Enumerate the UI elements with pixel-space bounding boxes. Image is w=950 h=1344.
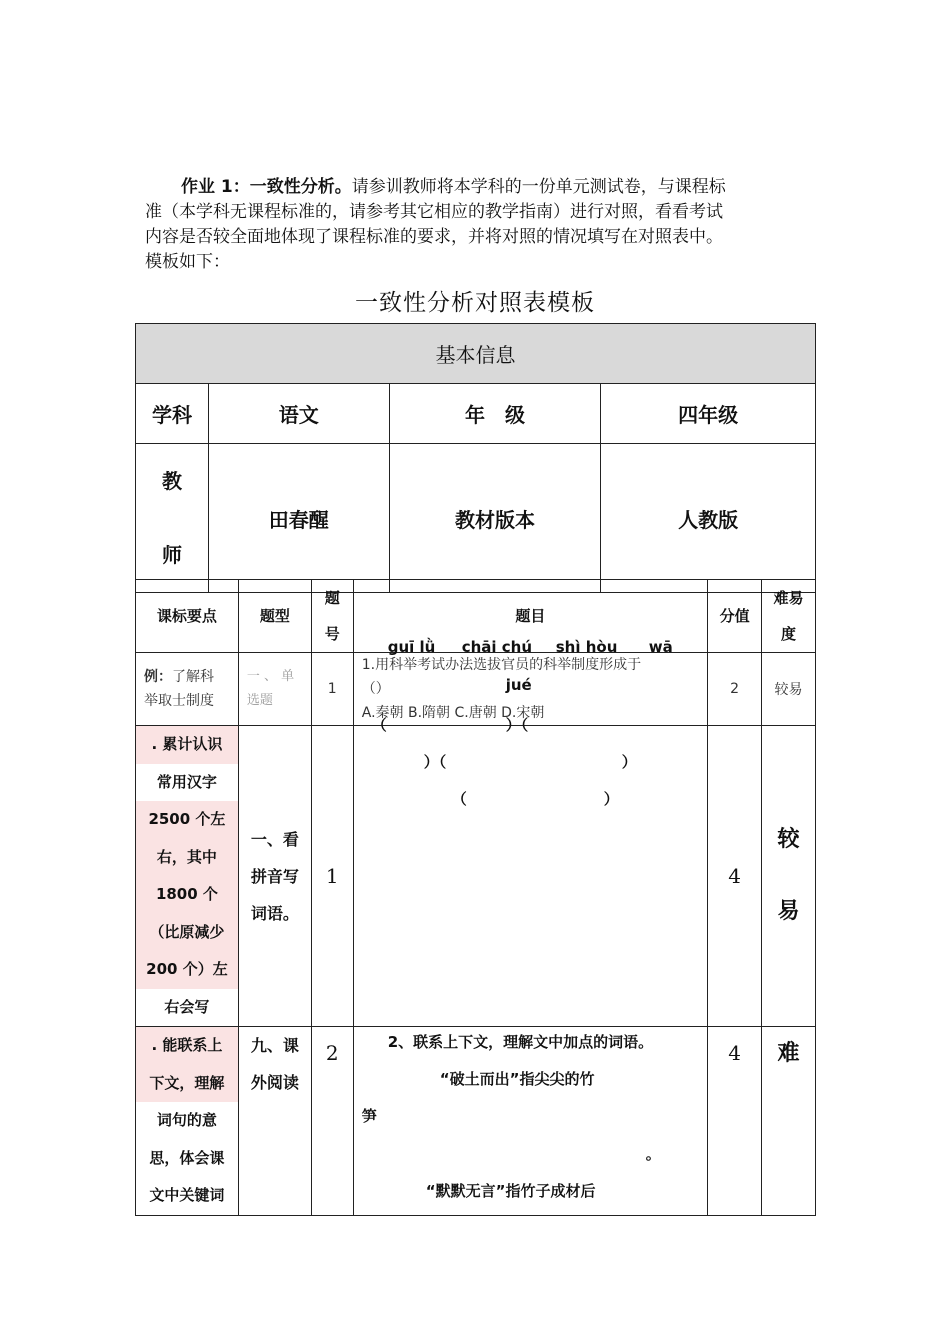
row1-score: 4 xyxy=(708,726,762,1027)
blank-4: ） xyxy=(621,753,637,771)
table-row xyxy=(136,1027,816,1216)
example-score: 2 xyxy=(708,653,762,726)
grade-value: 四年级 xyxy=(601,384,816,444)
table-row xyxy=(136,726,816,1027)
basic-info-header: 基本信息 xyxy=(136,324,816,384)
page-title: 一致性分析对照表模板 xyxy=(355,290,595,316)
col-question: 题目 xyxy=(353,580,707,653)
grade-label: 年 级 xyxy=(389,384,601,444)
teacher-value: 田春醒 xyxy=(208,444,389,593)
row1-number: 1 xyxy=(311,726,353,1027)
blank-2: ）（ xyxy=(505,716,529,734)
row2-difficulty: 难 xyxy=(762,1027,816,1216)
row2-standard: . 能联系上 下文，理解 词句的意 思，体会课 文中关键词 xyxy=(136,1027,239,1216)
intro-line-1: 作业 1：一致性分析。请参训教师将本学科的一份单元测试卷，与课程标 xyxy=(181,177,726,197)
pinyin-2: chāi chú xyxy=(461,638,533,656)
basic-info-table xyxy=(135,323,816,593)
intro-line-2: 准（本学科无课程标准的，请参考其它相应的教学指南）进行对照，看看考试 xyxy=(145,202,723,222)
col-difficulty: 难易 度 xyxy=(762,580,816,653)
pinyin-3: shì hòu xyxy=(555,638,618,656)
analysis-table xyxy=(135,579,816,1216)
blank-6: ） xyxy=(603,790,619,808)
pinyin-4: wā xyxy=(648,638,673,656)
col-score: 分值 xyxy=(708,580,762,653)
row2-score: 4 xyxy=(708,1027,762,1216)
col-type: 题型 xyxy=(238,580,311,653)
example-row xyxy=(136,653,816,726)
example-number: 1 xyxy=(311,653,353,726)
example-difficulty: 较易 xyxy=(762,653,816,726)
subject-value: 语文 xyxy=(208,384,389,444)
col-standard: 课标要点 xyxy=(136,580,239,653)
row2-question: 2、联系上下文，理解文中加点的词语。 “破土而出”指尖尖的竹 笋 。 “默默无言”指竹子成材后 xyxy=(353,1027,707,1216)
row2-type: 九、课 外阅读 xyxy=(238,1027,311,1216)
example-type: 一 、 单 选题 xyxy=(238,653,311,726)
row1-standard: . 累计认识 常用汉字 2500 个左 右，其中 1800 个 （比原减少 200 个）左 右会写 xyxy=(136,726,239,1027)
blank-1: （ xyxy=(371,716,387,734)
blank-3: ）（ xyxy=(423,753,447,771)
pinyin-1: guī lǜ xyxy=(387,638,436,656)
edition-value: 人教版 xyxy=(601,444,816,593)
subject-label: 学科 xyxy=(136,384,209,444)
pinyin-5: jué xyxy=(505,676,532,694)
task-label: 作业 1：一致性分析。 xyxy=(181,177,352,197)
intro-paragraph xyxy=(145,175,805,275)
col-number: 题 号 xyxy=(311,580,353,653)
intro-line-4: 模板如下： xyxy=(145,252,230,272)
example-question: 1.用科举考试办法选拔官员的科举制度形成于 （） A.秦朝 B.隋朝 C.唐朝 D.宋朝 xyxy=(353,653,707,726)
blank-5: （ xyxy=(451,790,467,808)
row2-number: 2 xyxy=(311,1027,353,1216)
intro-line-3: 内容是否较全面地体现了课程标准的要求，并将对照的情况填写在对照表中。 xyxy=(145,227,723,247)
teacher-label: 教 师 xyxy=(136,444,209,593)
edition-label: 教材版本 xyxy=(389,444,601,593)
example-standard: 例：了解科 举取士制度 xyxy=(136,653,239,726)
row1-difficulty: 较 易 xyxy=(762,726,816,1027)
row1-type: 一、看 拼音写 词语。 xyxy=(238,726,311,1027)
